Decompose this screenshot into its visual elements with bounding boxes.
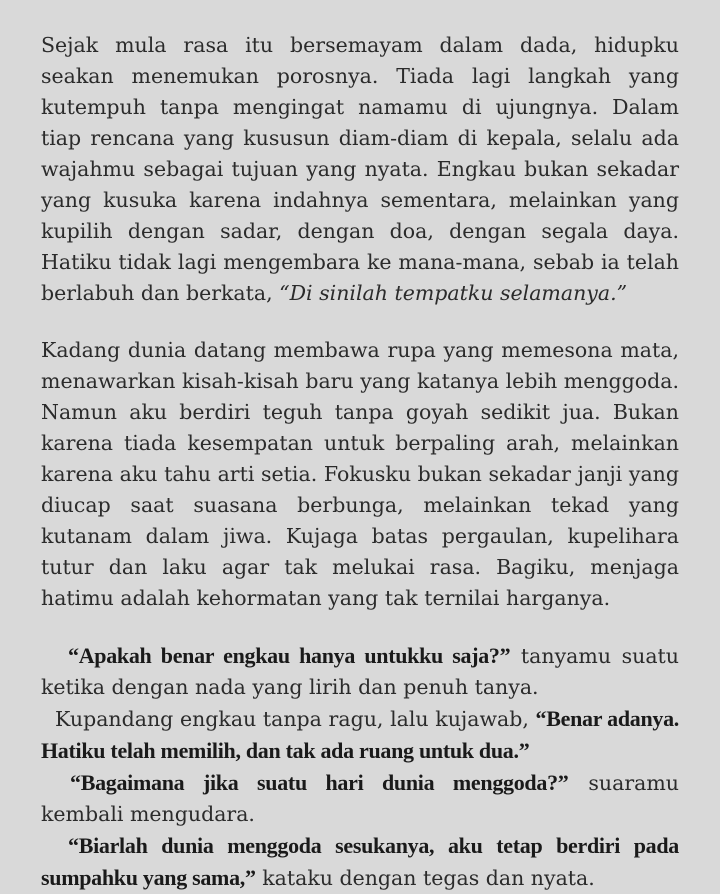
paragraph-1 — [41, 30, 679, 309]
paragraph-1-text: Sejak mula rasa itu bersemayam dalam dada, hidupku seakan menemukan porosnya. Tiada lagi langkah yang kutempuh tanpa mengingat namamu di ujungnya. Dalam tiap rencana yang kususun diam-diam di kepala, selalu ada wajahmu sebagai tujuan yang nyata. Engkau bukan sekadar yang kusuka karena indahnya sementara, melainkan yang kupilih dengan sadar, dengan doa, dengan segala daya. Hatiku tidak lagi mengembara ke mana-mana, sebab ia telah berlabuh dan berkata, — [41, 33, 679, 305]
dialogue-line-3-speech: “Bagaimana jika suatu hari dunia menggoda?” — [70, 770, 569, 795]
dialogue-line-1-narration: tanyamu suatu ketika dengan nada yang lirih dan penuh tanya. — [41, 644, 679, 699]
dialogue-line-1 — [41, 640, 679, 703]
story-text — [41, 30, 679, 894]
dialogue-line-4-speech: “Biarlah dunia menggoda sesukanya, aku tetap berdiri pada sumpahku yang sama,” — [41, 833, 679, 890]
paragraph-spacer — [41, 614, 679, 640]
dialogue-line-2-narration: Kupandang engkau tanpa ragu, lalu kujawab, — [55, 707, 536, 731]
dialogue-line-1-speech: “Apakah benar engkau hanya untukku saja?” — [68, 643, 511, 668]
paragraph-2 — [41, 335, 679, 614]
paragraph-2-text: Kadang dunia datang membawa rupa yang memesona mata, menawarkan kisah-kisah baru yang katanya lebih menggoda. Namun aku berdiri teguh tanpa goyah sedikit jua. Bukan karena tiada kesempatan untuk berpaling arah, melainkan karena aku tahu arti setia. Fokusku bukan sekadar janji yang diucap saat suasana berbunga, melainkan tekad yang kutanam dalam jiwa. Kujaga batas pergaulan, kupelihara tutur dan laku agar tak melukai rasa. Bagiku, menjaga hatimu adalah kehormatan yang tak ternilai harganya. — [41, 338, 679, 610]
dialogue-line-2 — [41, 703, 679, 767]
dialogue-line-2-speech: “Benar adanya. Hatiku telah memilih, dan tak ada ruang untuk dua.” — [41, 706, 679, 763]
dialogue-line-4 — [41, 830, 679, 894]
paragraph-spacer — [41, 309, 679, 335]
dialogue-line-3 — [41, 767, 679, 830]
dialogue-line-4-narration: kataku dengan tegas dan nyata. — [255, 866, 595, 890]
paragraph-1-quote: “Di sinilah tempatku selamanya.” — [279, 281, 628, 305]
dialogue-line-3-narration: suaramu kembali mengudara. — [41, 771, 679, 826]
